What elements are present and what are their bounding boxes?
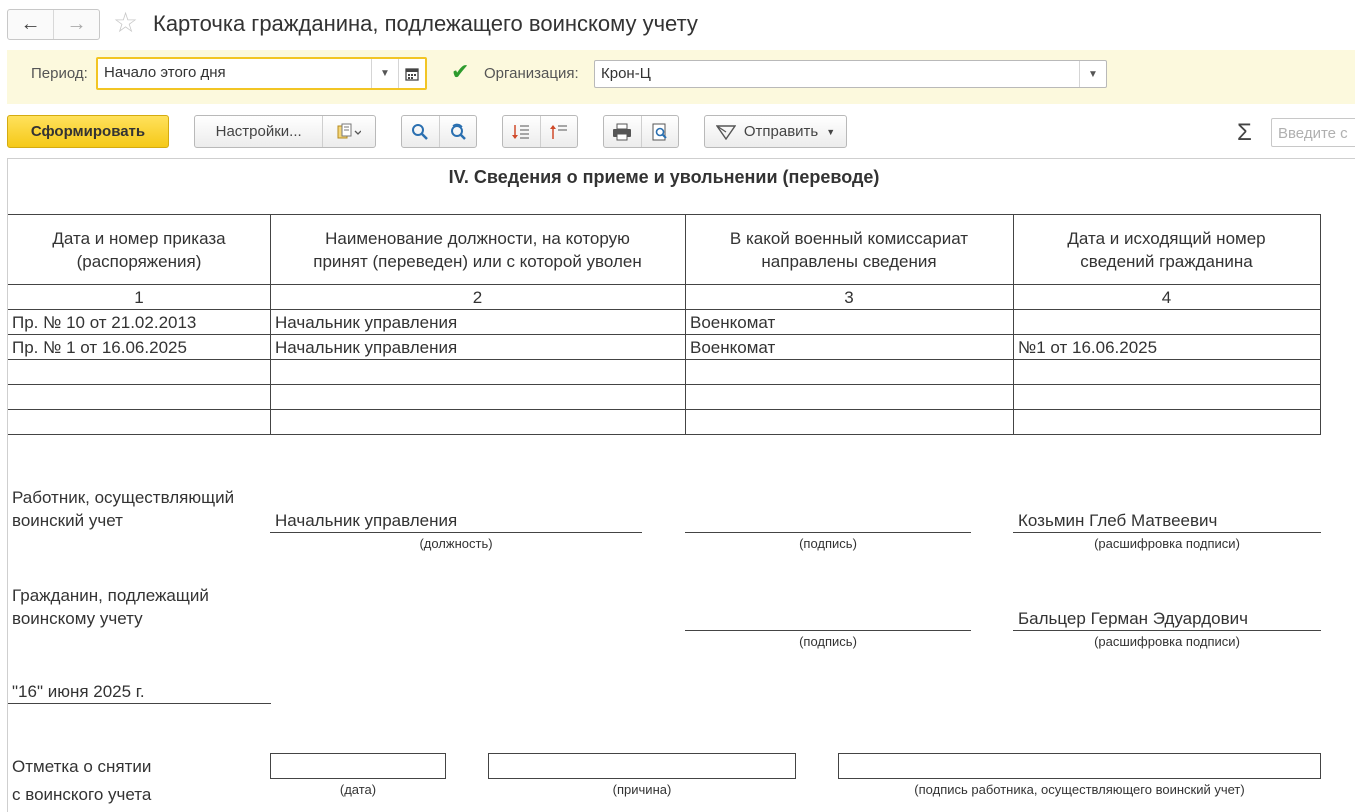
print-button[interactable] — [604, 116, 641, 147]
name-caption: (расшифровка подписи) — [1094, 536, 1240, 551]
forward-arrow-icon[interactable]: → — [53, 10, 99, 39]
column-number: 4 — [1161, 288, 1172, 307]
navigation-buttons — [7, 9, 100, 40]
citizen-name: Бальцер Герман Эдуардович — [1018, 609, 1248, 628]
period-field[interactable] — [96, 57, 427, 90]
removal-signature-box — [838, 753, 1321, 779]
send-button-label: Отправить — [743, 123, 819, 140]
period-value: Начало этого дня — [104, 64, 226, 81]
sum-icon[interactable]: Σ — [1237, 119, 1252, 146]
citizen-label: Гражданин, подлежащий — [12, 586, 209, 605]
section-title: IV. Сведения о приеме и увольнении (переводе) — [448, 167, 880, 187]
organization-checkbox[interactable]: ✔ — [451, 59, 470, 84]
column-header: (распоряжения) — [76, 252, 202, 271]
search-text-field[interactable] — [1276, 124, 1355, 143]
document-date: "16" июня 2025 г. — [12, 682, 145, 701]
preview-button[interactable] — [641, 116, 678, 147]
table-cell: Пр. № 10 от 21.02.2013 — [12, 313, 197, 332]
removal-label: с воинского учета — [12, 785, 152, 804]
page-title: Карточка гражданина, подлежащего воинскому учету — [153, 11, 698, 36]
back-arrow-icon[interactable]: ← — [20, 13, 41, 35]
table-cell: Военкомат — [690, 313, 776, 332]
send-button[interactable] — [704, 115, 847, 148]
chevron-down-icon: ▼ — [826, 126, 836, 137]
reason-caption: (причина) — [612, 782, 672, 797]
variants-button[interactable] — [323, 116, 375, 147]
column-header: направлены сведения — [761, 252, 937, 271]
removal-date-box — [270, 753, 446, 779]
date-caption: (дата) — [339, 782, 377, 797]
column-header: Дата и номер приказа — [52, 229, 226, 248]
calendar-icon[interactable] — [398, 59, 425, 88]
signature-caption: (подпись) — [799, 536, 857, 551]
expand-groups-button[interactable] — [503, 116, 540, 147]
table-cell: Начальник управления — [275, 338, 458, 357]
citizen-label: воинскому учету — [12, 609, 143, 628]
search-input[interactable] — [1271, 118, 1355, 147]
column-number: 1 — [134, 288, 144, 307]
print-preview-icon — [651, 123, 669, 141]
grouping-button-group — [502, 115, 578, 148]
table-cell: Пр. № 1 от 16.06.2025 — [12, 338, 187, 357]
report-variants-icon — [337, 123, 361, 141]
collapse-groups-button[interactable] — [540, 116, 577, 147]
search-next-icon — [449, 123, 467, 141]
printer-icon — [612, 123, 632, 141]
column-header: сведений гражданина — [1080, 252, 1253, 271]
organization-label: Организация: — [484, 65, 579, 82]
collapse-groups-icon — [550, 123, 568, 141]
chevron-down-icon[interactable]: ▼ — [1079, 61, 1106, 87]
search-button-group — [401, 115, 477, 148]
column-header: В какой военный комиссариат — [729, 229, 969, 248]
position-caption: (должность) — [419, 536, 493, 551]
settings-button-group — [194, 115, 376, 148]
period-label: Период: — [31, 65, 88, 82]
table-cell: Начальник управления — [275, 313, 458, 332]
chevron-down-icon[interactable]: ▼ — [371, 59, 398, 88]
worker-label: Работник, осуществляющий — [12, 488, 235, 507]
column-header: принят (переведен) или с которой уволен — [313, 252, 642, 271]
name-caption: (расшифровка подписи) — [1094, 634, 1240, 649]
organization-field[interactable] — [594, 60, 1107, 88]
report-area — [7, 158, 1355, 812]
removal-label: Отметка о снятии — [12, 757, 152, 776]
favorite-star-icon[interactable]: ☆ — [113, 7, 139, 38]
send-icon — [716, 124, 736, 140]
find-button[interactable] — [402, 116, 439, 147]
signature-caption: (подпись) — [799, 634, 857, 649]
find-next-button[interactable] — [439, 116, 476, 147]
signature-caption: (подпись работника, осуществляющего воинский учет) — [914, 782, 1245, 797]
column-number: 2 — [472, 288, 483, 307]
worker-name: Козьмин Глеб Матвеевич — [1018, 511, 1218, 530]
table-cell: №1 от 16.06.2025 — [1018, 338, 1158, 357]
column-header: Дата и исходящий номер — [1067, 229, 1266, 248]
print-button-group — [603, 115, 679, 148]
removal-reason-box — [488, 753, 796, 779]
column-header: Наименование должности, на которую — [325, 229, 630, 248]
worker-position: Начальник управления — [275, 511, 458, 530]
search-icon — [411, 123, 429, 141]
worker-label: воинский учет — [12, 511, 123, 530]
organization-value: Крон-Ц — [601, 65, 651, 82]
generate-button[interactable]: Сформировать — [7, 115, 169, 148]
column-number: 3 — [844, 288, 854, 307]
table-cell: Военкомат — [690, 338, 776, 357]
settings-button[interactable]: Настройки... — [215, 123, 302, 140]
expand-groups-icon — [512, 123, 530, 141]
